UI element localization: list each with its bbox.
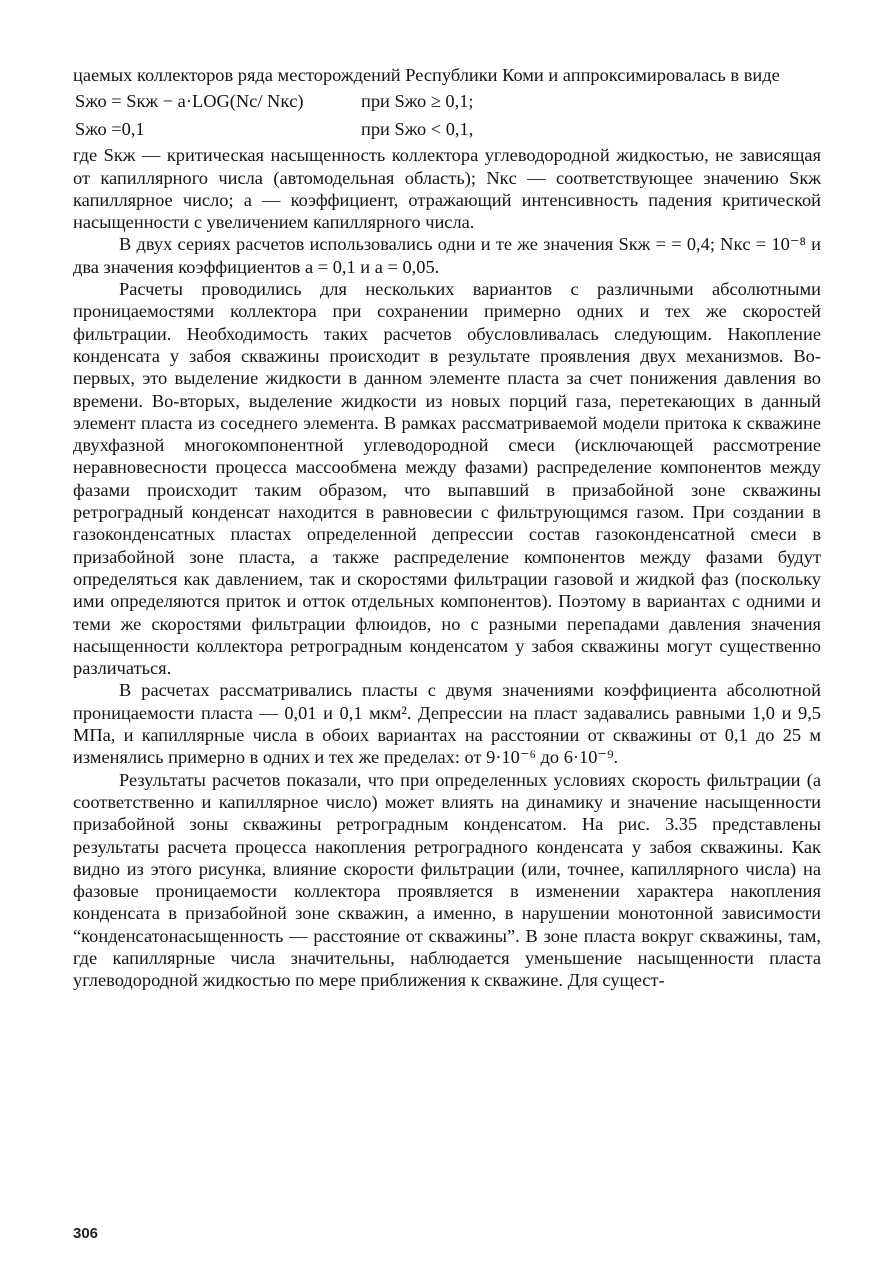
- formula-1-condition: при Sжо ≥ 0,1;: [361, 91, 474, 112]
- calculations-paragraph: Расчеты проводились для нескольких вариантов с различными абсолютными проницаемостями коллектора при сохранении примерно одних и тех же скоростей фильтрации. Необходимость таких расчетов обусловливалась следующим. Накопление конденсата у забоя скважины происходит в результате проявления двух механизмов. Во-первых, это выделение жидкости в данном элементе пласта за счет понижения давления во времени. Во-вторых, выделение жидкости из новых порций газа, перетекающих в данный элемент пласта из соседнего элемента. В рамках рассматриваемой модели притока к скважине двухфазной многокомпонентной углеводородной смеси (исключающей рассмотрение неравновесности процесса массообмена между фазами) распределение компонентов между фазами происходит таким образом, что выпавший в призабойной зоне скважины ретроградный конденсат находится в равновесии с фильтрующимся газом. При создании в газоконденсатных пластах определенной депрессии состав газоконденсатной смеси в призабойной зоне пласта, а также распределение компонентов между фазами будут определяться как давлением, так и скоростями фильтрации газовой и жидкой фаз (поскольку ими определяются приток и отток отдельных компонентов). Поэтому в вариантах с одними и теми же скоростями фильтрации флюидов, но с разными перепадами давления значения насыщенности коллектора ретроградным конденсатом у забоя скважины могут существенно различаться.: [73, 279, 821, 679]
- formula-2: [73, 116, 821, 142]
- formula-1: [73, 88, 821, 114]
- lead-paragraph: цаемых коллекторов ряда месторождений Республики Коми и аппроксимировалась в виде: [73, 65, 780, 85]
- formula-1-expression: Sжо = Sкж − a·LOG(Nc/ Nкc): [75, 91, 304, 112]
- series-paragraph: В двух сериях расчетов использовались одни и те же значения Sкж = = 0,4; Nкc = 10⁻⁸ и два значения коэффициентов a = 0,1 и a = 0,05.: [73, 234, 821, 277]
- formula-2-expression: Sжо =0,1: [75, 119, 145, 140]
- permeability-paragraph: В расчетах рассматривались пласты с двумя значениями коэффициента абсолютной проницаемости пласта — 0,01 и 0,1 мкм². Депрессии на пласт задавались равными 1,0 и 9,5 МПа, и капиллярные числа в обоих вариантах на расстоянии от скважины от 0,1 до 25 м изменялись примерно в одних и тех же пределах: от 9·10⁻⁶ до 6·10⁻⁹.: [73, 680, 821, 768]
- results-paragraph: Результаты расчетов показали, что при определенных условиях скорость фильтрации (а соответственно и капиллярное число) может влиять на динамику и значение насыщенности призабойной зоны скважины ретроградным конденсатом. На рис. 3.35 представлены результаты расчета процесса накопления ретроградного конденсата у забоя скважины. Как видно из этого рисунка, влияние скорости фильтрации (или, точнее, капиллярного числа) на фазовые проницаемости коллектора проявляется в изменении характера накопления конденсата в призабойной зоне скважин, а именно, в нарушении монотонной зависимости “конденсатонасыщенность — расстояние от скважины”. В зоне пласта вокруг скважины, там, где капиллярные числа значительны, наблюдается уменьшение насыщенности пласта углеводородной жидкостью по мере приближения к скважине. Для сущест-: [73, 769, 821, 991]
- page-number: 306: [73, 1225, 99, 1242]
- body-text: [73, 64, 821, 992]
- formula-2-condition: при Sжо < 0,1,: [361, 119, 474, 140]
- where-paragraph: где Sкж — критическая насыщенность коллектора углеводородной жидкостью, не зависящая от капиллярного числа (автомодельная область); Nкc — соответствующее значению Sкж капиллярное число; a — коэффициент, отражающий интенсивность падения критической насыщенности с увеличением капиллярного числа.: [73, 145, 821, 233]
